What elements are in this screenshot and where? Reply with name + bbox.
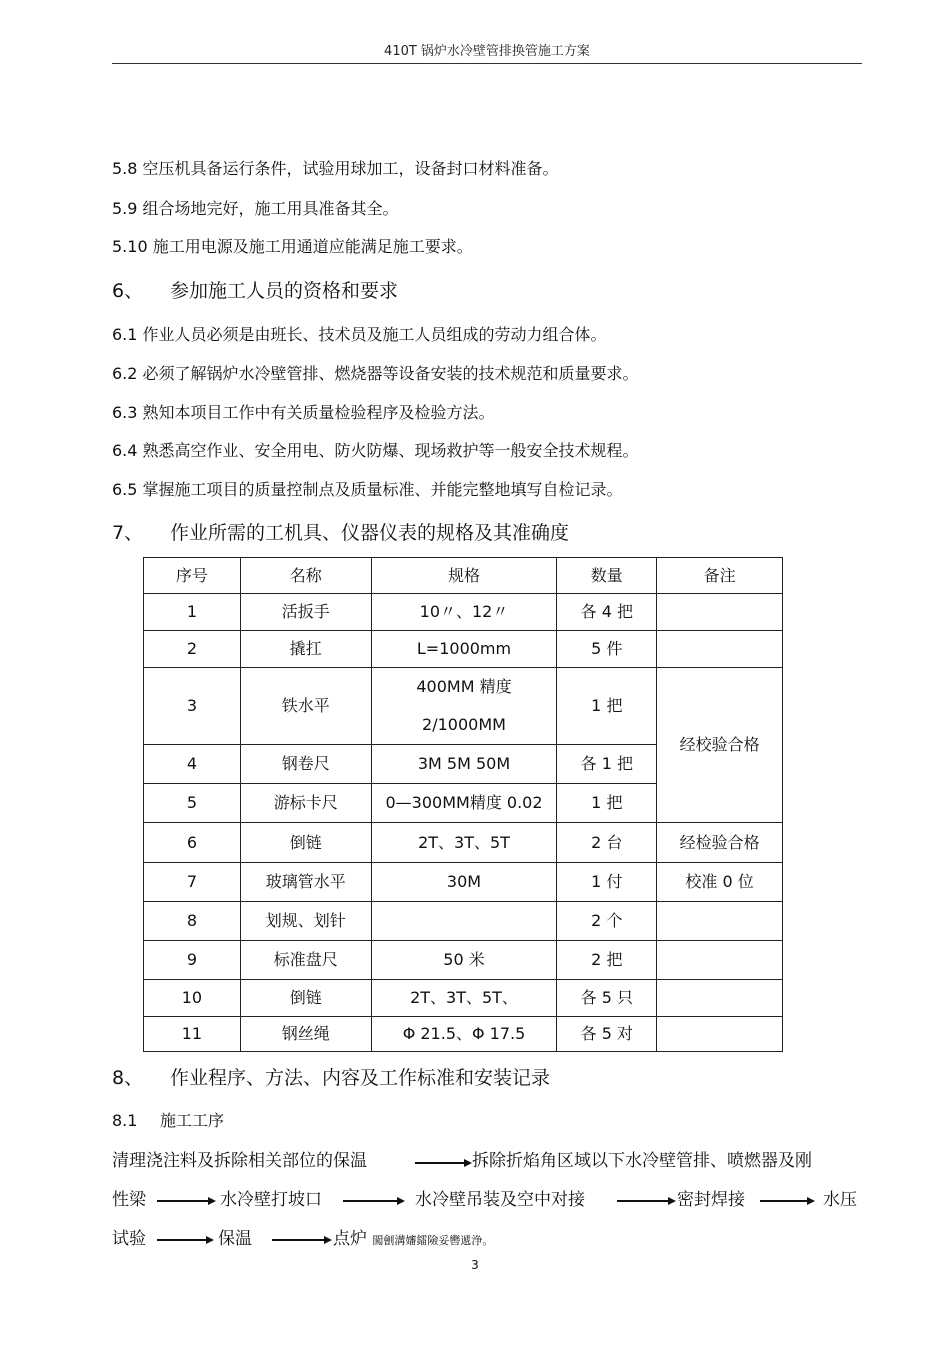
table-cell: 7 — [144, 863, 241, 902]
table-row — [144, 863, 783, 902]
table-cell: 10 — [144, 980, 241, 1017]
table-cell: 倒链 — [240, 823, 371, 863]
table-cell: 11 — [144, 1017, 241, 1052]
table-cell: 9 — [144, 941, 241, 980]
table-cell: 1 把 — [557, 668, 657, 745]
table-cell: 6 — [144, 823, 241, 863]
flow-step-8-label: 点炉 — [333, 1229, 367, 1249]
table-cell: 10〃、12〃 — [371, 594, 557, 631]
table-cell — [657, 902, 783, 941]
flow-arrow-icon — [760, 1200, 808, 1202]
flow-step-5: 密封焊接 — [677, 1190, 745, 1210]
flow-step-6: 水压 — [823, 1190, 857, 1210]
section-8-number: 8、 — [112, 1067, 144, 1089]
table-cell: 5 — [144, 784, 241, 823]
paragraph-6-3: 6.3 熟知本项目工作中有关质量检验程序及检验方法。 — [112, 403, 495, 422]
section-8-title: 作业程序、方法、内容及工作标准和安装记录 — [170, 1067, 551, 1089]
tools-table — [143, 557, 783, 1052]
flow-step-3: 水冷壁打坡口 — [220, 1190, 322, 1210]
table-cell-spec — [371, 668, 557, 745]
flow-arrow-icon — [157, 1239, 207, 1241]
section-8-heading — [112, 1063, 550, 1090]
table-cell: 游标卡尺 — [240, 784, 371, 823]
table-cell: 各 5 只 — [557, 980, 657, 1017]
table-cell: 2T、3T、5T — [371, 823, 557, 863]
table-cell: 玻璃管水平 — [240, 863, 371, 902]
table-cell: 标准盘尺 — [240, 941, 371, 980]
flow-arrow-icon — [272, 1239, 325, 1241]
paragraph-5-8: 5.8 空压机具备运行条件，试验用球加工，设备封口材料准备。 — [112, 159, 559, 178]
table-cell: 5 件 — [557, 631, 657, 668]
table-cell: 校准 0 位 — [657, 863, 783, 902]
flow-arrow-icon — [157, 1200, 209, 1202]
table-cell: 1 把 — [557, 784, 657, 823]
table-cell — [657, 1017, 783, 1052]
table-cell: 3 — [144, 668, 241, 745]
table-cell: 8 — [144, 902, 241, 941]
table-row — [144, 980, 783, 1017]
table-cell — [657, 941, 783, 980]
section-7-number: 7、 — [112, 522, 144, 544]
table-cell: 钢丝绳 — [240, 1017, 371, 1052]
flow-step-1: 清理浇注料及拆除相关部位的保温 — [112, 1151, 367, 1171]
table-cell: 各 5 对 — [557, 1017, 657, 1052]
header-divider — [112, 63, 862, 64]
table-header-cell: 序号 — [144, 558, 241, 594]
table-cell-remark-merged: 经校验合格 — [657, 668, 783, 823]
table-cell: 2 把 — [557, 941, 657, 980]
table-row — [144, 594, 783, 631]
table-header-cell: 规格 — [371, 558, 557, 594]
table-header-cell: 备注 — [657, 558, 783, 594]
table-cell: 撬扛 — [240, 631, 371, 668]
table-cell: 铁水平 — [240, 668, 371, 745]
paragraph-5-10: 5.10 施工用电源及施工用通道应能满足施工要求。 — [112, 237, 473, 256]
table-header-cell: 数量 — [557, 558, 657, 594]
subsection-8-1-number: 8.1 — [112, 1111, 138, 1130]
table-cell: L=1000mm — [371, 631, 557, 668]
spec-line: 400MM 精度 — [416, 677, 512, 696]
table-cell: 1 — [144, 594, 241, 631]
table-cell: 经检验合格 — [657, 823, 783, 863]
section-7-title: 作业所需的工机具、仪器仪表的规格及其准确度 — [170, 522, 570, 544]
table-row — [144, 941, 783, 980]
flow-tail-text: 闖劊溝嬸鐳險妥轡遞浄。 — [372, 1234, 494, 1247]
subsection-8-1-title: 施工工序 — [160, 1111, 225, 1130]
subsection-8-1-heading — [112, 1108, 224, 1131]
spec-line: 2/1000MM — [422, 715, 506, 734]
table-cell: 各 4 把 — [557, 594, 657, 631]
page-header-title: 410T 锅炉水冷壁管排换管施工方案 — [384, 44, 590, 59]
table-row — [144, 668, 783, 745]
paragraph-6-4: 6.4 熟悉高空作业、安全用电、防火防爆、现场救护等一般安全技术规程。 — [112, 441, 639, 460]
table-cell — [657, 631, 783, 668]
flow-step-2-continued: 性梁 — [112, 1190, 146, 1210]
flow-step-7: 保温 — [218, 1229, 252, 1249]
section-7-heading — [112, 518, 569, 545]
table-cell: 2 个 — [557, 902, 657, 941]
table-cell: 50 米 — [371, 941, 557, 980]
table-cell: 划规、划针 — [240, 902, 371, 941]
table-cell — [657, 594, 783, 631]
table-cell: 钢卷尺 — [240, 745, 371, 784]
table-cell: 2 台 — [557, 823, 657, 863]
flow-arrow-icon — [617, 1200, 669, 1202]
table-cell — [371, 902, 557, 941]
table-cell: 2 — [144, 631, 241, 668]
table-row — [144, 1017, 783, 1052]
page-number: 3 — [471, 1258, 479, 1272]
table-row — [144, 902, 783, 941]
table-cell — [657, 980, 783, 1017]
table-cell: 4 — [144, 745, 241, 784]
flow-step-2: 拆除折焰角区域以下水冷壁管排、喷燃器及刚 — [472, 1151, 812, 1171]
flow-step-8 — [333, 1224, 493, 1249]
table-cell: 1 付 — [557, 863, 657, 902]
table-cell: 3M 5M 50M — [371, 745, 557, 784]
table-row — [144, 631, 783, 668]
table-cell: Φ 21.5、Φ 17.5 — [371, 1017, 557, 1052]
table-cell: 2T、3T、5T、 — [371, 980, 557, 1017]
table-row — [144, 823, 783, 863]
table-cell: 倒链 — [240, 980, 371, 1017]
flow-step-4: 水冷壁吊装及空中对接 — [415, 1190, 585, 1210]
section-6-title: 参加施工人员的资格和要求 — [170, 280, 399, 302]
table-cell: 活扳手 — [240, 594, 371, 631]
flow-arrow-icon — [415, 1162, 465, 1164]
paragraph-6-1: 6.1 作业人员必须是由班长、技术员及施工人员组成的劳动力组合体。 — [112, 325, 607, 344]
table-header-cell: 名称 — [240, 558, 371, 594]
section-6-heading — [112, 276, 398, 303]
flow-arrow-icon — [343, 1200, 398, 1202]
section-6-number: 6、 — [112, 280, 144, 302]
paragraph-6-2: 6.2 必须了解锅炉水冷壁管排、燃烧器等设备安装的技术规范和质量要求。 — [112, 364, 639, 383]
table-header-row — [144, 558, 783, 594]
paragraph-5-9: 5.9 组合场地完好，施工用具准备其全。 — [112, 199, 399, 218]
table-cell: 0—300MM精度 0.02 — [371, 784, 557, 823]
table-cell: 30M — [371, 863, 557, 902]
table-cell: 各 1 把 — [557, 745, 657, 784]
flow-step-6-continued: 试验 — [112, 1229, 146, 1249]
paragraph-6-5: 6.5 掌握施工项目的质量控制点及质量标准、并能完整地填写自检记录。 — [112, 480, 623, 499]
